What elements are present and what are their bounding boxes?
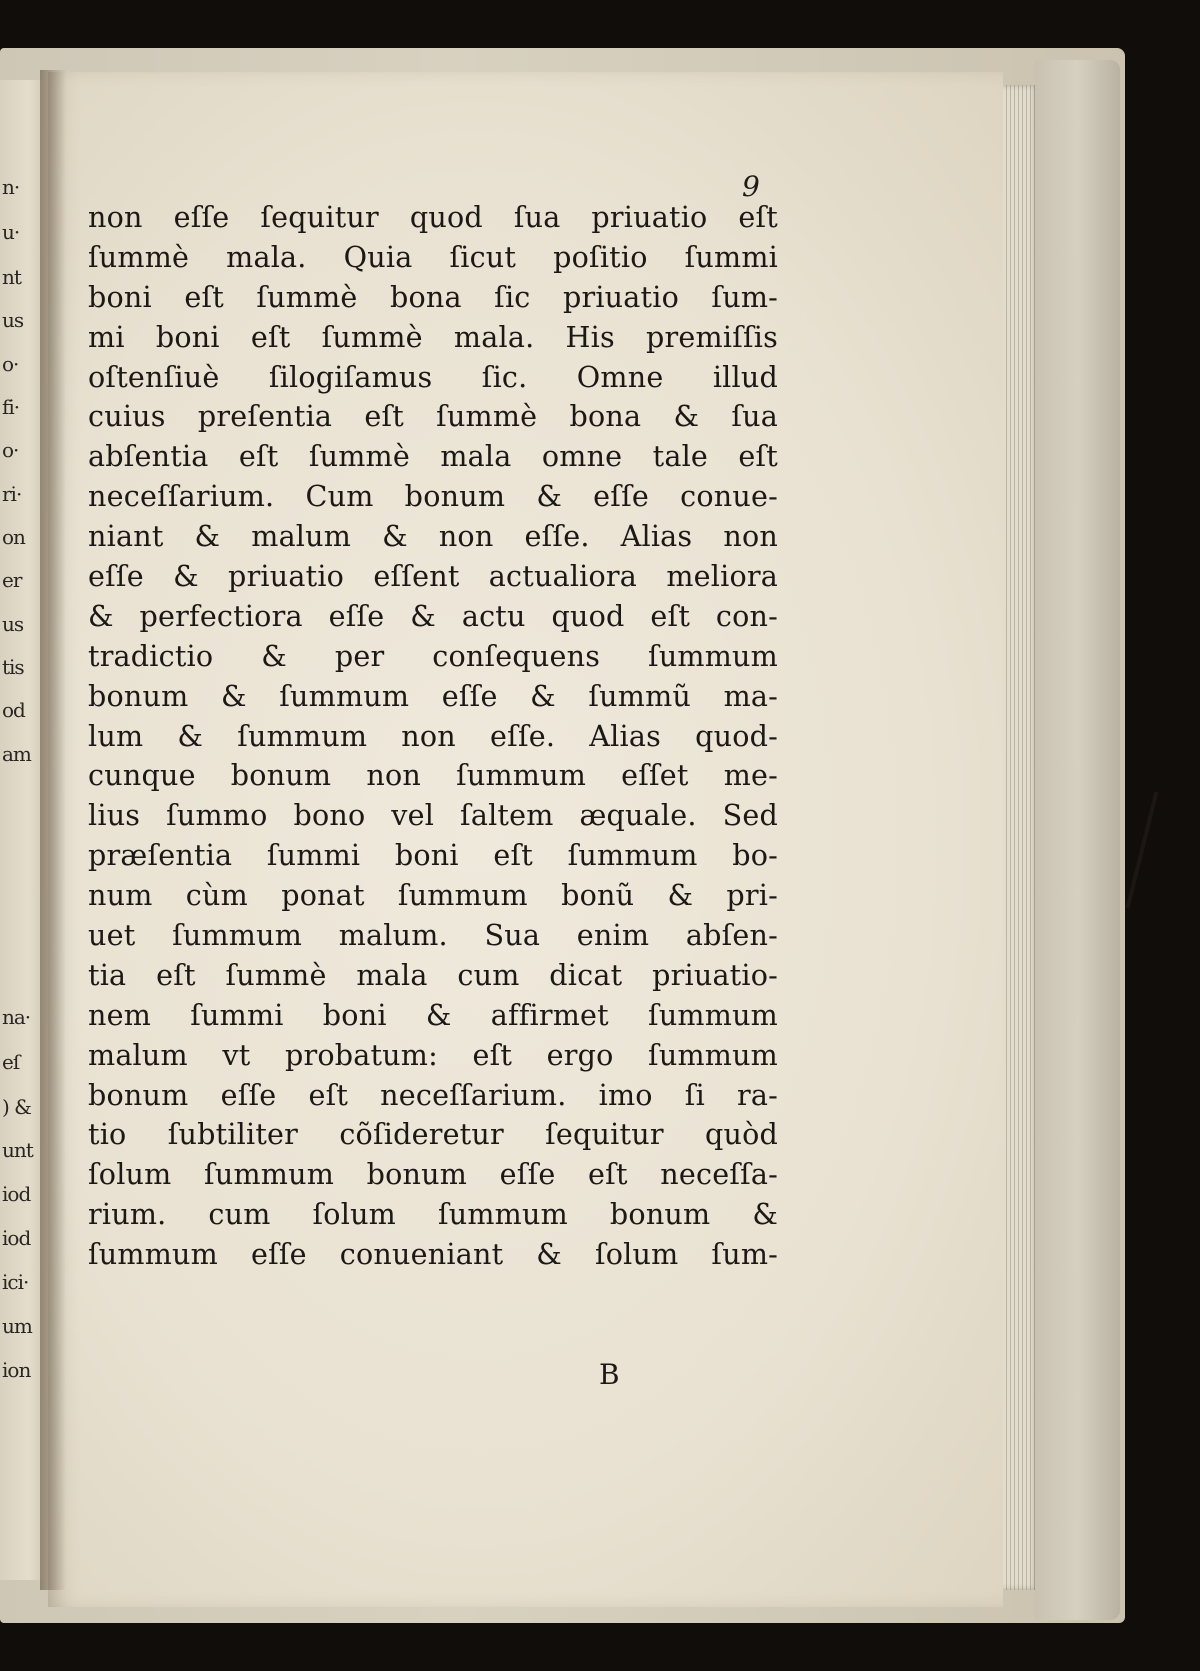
text-line: num cùm ponat ſummum bonũ & pri- — [88, 878, 778, 913]
left-page-fragment: o· — [2, 438, 19, 462]
left-page-fragment: ion — [2, 1358, 31, 1382]
text-line: boni eſt ſummè bona ſic priuatio ſum- — [88, 279, 778, 314]
left-page-fragment: um — [2, 1314, 32, 1338]
text-line: bonum eſſe eſt neceſſarium. imo ſi ra- — [88, 1077, 778, 1112]
text-line: abſentia eſt ſummè mala omne tale eſt — [88, 439, 778, 474]
text-line: cuius preſentia eſt ſummè bona & ſua — [88, 399, 778, 434]
left-page-fragment: u· — [2, 220, 20, 244]
text-line: ſummum eſſe conueniant & ſolum ſum- — [88, 1237, 778, 1272]
left-page-fragment: eſ — [2, 1050, 20, 1074]
text-line: lum & ſummum non eſſe. Alias quod- — [88, 718, 778, 753]
text-line: mi boni eſt ſummè mala. His premiſſis — [88, 319, 778, 354]
left-page-fragment: tis — [2, 655, 24, 679]
left-page-fragment: n· — [2, 175, 20, 199]
signature-mark: B — [599, 1358, 620, 1391]
text-line: bonum & ſummum eſſe & ſummũ ma- — [88, 678, 778, 713]
board-damage — [1126, 791, 1159, 908]
left-page-fragment: ri· — [2, 482, 22, 506]
left-page-fragment: nt — [2, 265, 21, 289]
text-line: ſummè mala. Quia ſicut poſitio ſummi — [88, 239, 778, 274]
left-page-fragment: on — [2, 525, 25, 549]
left-page-fragment: ) & — [2, 1095, 31, 1119]
text-line: & perfectiora eſſe & actu quod eſt con- — [88, 598, 778, 633]
left-page-fragment: o· — [2, 352, 19, 376]
text-line: præſentia ſummi boni eſt ſummum bo- — [88, 838, 778, 873]
left-page-fragment: unt — [2, 1138, 33, 1162]
left-page-fragment: us — [2, 612, 24, 636]
left-page-fragment: er — [2, 568, 22, 592]
text-line: neceſſarium. Cum bonum & eſſe conue- — [88, 479, 778, 514]
text-line: niant & malum & non eſſe. Alias non — [88, 519, 778, 554]
back-board — [1035, 60, 1120, 1620]
text-line: nem ſummi boni & affirmet ſummum — [88, 997, 778, 1032]
text-line: tio ſubtiliter cõſideretur ſequitur quòd — [88, 1117, 778, 1152]
text-line: malum vt probatum: eſt ergo ſummum — [88, 1037, 778, 1072]
left-page-fragment: od — [2, 698, 25, 722]
text-line: tia eſt ſummè mala cum dicat priuatio- — [88, 957, 778, 992]
text-line: uet ſummum malum. Sua enim abſen- — [88, 918, 778, 953]
left-page-fragment: ici· — [2, 1270, 29, 1294]
text-line: eſſe & priuatio eſſent actualiora meliora — [88, 559, 778, 594]
text-line: cunque bonum non ſummum eſſet me- — [88, 758, 778, 793]
text-block — [88, 198, 778, 1275]
left-page-fragment: us — [2, 308, 24, 332]
text-line: lius ſummo bono vel ſaltem æquale. Sed — [88, 798, 778, 833]
left-page-fragment: na· — [2, 1005, 31, 1029]
text-line: non eſſe ſequitur quod ſua priuatio eſt — [88, 200, 778, 234]
left-page-fragment: iod — [2, 1182, 31, 1206]
left-page-fragment: fi· — [2, 395, 20, 419]
text-line: ſolum ſummum bonum eſſe eſt neceſſa- — [88, 1157, 778, 1192]
text-line: tradictio & per conſequens ſummum — [88, 638, 778, 673]
text-line: oſtenſiuè ſilogiſamus ſic. Omne illud — [88, 359, 778, 394]
left-page-fragment: am — [2, 742, 31, 766]
page-number: 9 — [742, 170, 760, 203]
gutter-shadow — [40, 70, 66, 1590]
left-page-fragment: iod — [2, 1226, 31, 1250]
text-line: rium. cum ſolum ſummum bonum & — [88, 1197, 778, 1232]
